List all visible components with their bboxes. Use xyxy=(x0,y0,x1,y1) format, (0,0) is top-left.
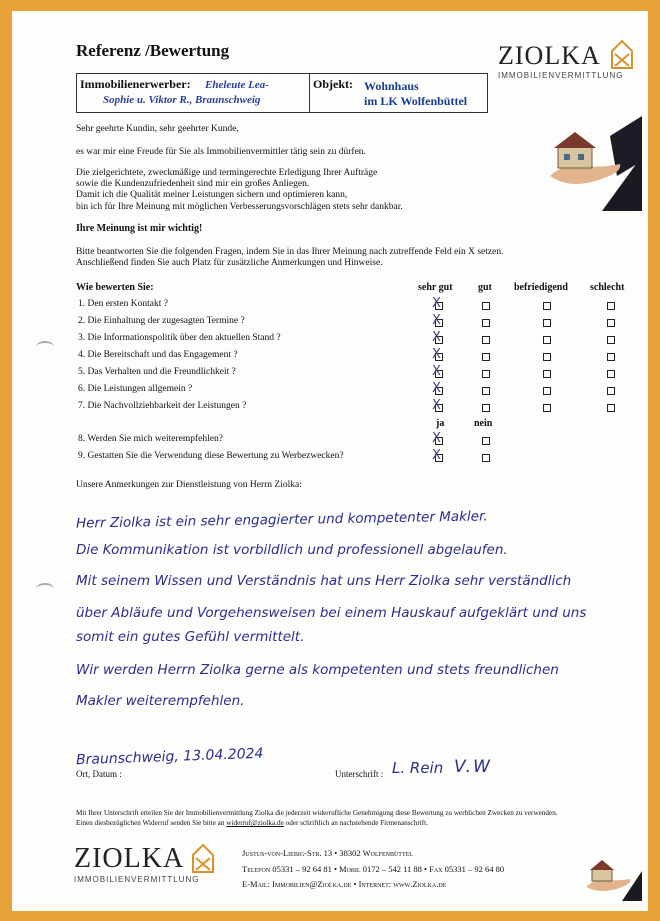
punch-hole xyxy=(36,341,54,353)
legal-line-1: Mit Ihrer Unterschrift erteilen Sie der Immobilienvermittlung Ziolka die jederzeit widerrufliche Genehmigung diese Bewertung zu werblichen Zwecken zu verwenden. xyxy=(76,809,558,817)
handwritten-x-mark: X xyxy=(432,364,441,379)
buyer-line-2: Sophie u. Viktor R., Braunschweig xyxy=(103,94,261,106)
col-befriedigend: befriedigend xyxy=(514,282,568,293)
page-title: Referenz /Bewertung xyxy=(76,41,230,60)
footer-logo-name: ZIOLKA xyxy=(74,843,185,874)
rating-checkbox-gut[interactable] xyxy=(482,370,490,378)
footer-hand-house-icon xyxy=(582,851,642,901)
rating-checkbox-schlecht[interactable] xyxy=(607,336,615,344)
handwritten-x-mark: X xyxy=(432,398,441,413)
col-nein: nein xyxy=(474,418,493,429)
questionnaire-heading: Wie bewerten Sie: xyxy=(76,282,154,293)
rating-checkbox-schlecht[interactable] xyxy=(607,319,615,327)
handwritten-x-mark: X xyxy=(432,431,441,446)
question-label: 5. Das Verhalten und die Freundlichkeit ? xyxy=(78,367,236,377)
widerruf-email-link[interactable]: widerruf@ziolka.de xyxy=(226,819,284,827)
intro-p2-l3: Damit ich die Qualität meiner Leistungen sichern und optimieren kann, xyxy=(76,190,348,200)
rating-checkbox-gut[interactable] xyxy=(482,404,490,412)
handwritten-x-mark: X xyxy=(432,381,441,396)
object-line-2: im LK Wolfenbüttel xyxy=(364,94,468,108)
intro-p2-l2: sowie die Kundenzufriedenheit sind mir ein großes Anliegen. xyxy=(76,179,310,189)
buyer-label: Immobilienerwerber: xyxy=(80,77,191,91)
rating-checkbox-schlecht[interactable] xyxy=(607,387,615,395)
legal-line-2 xyxy=(76,819,428,827)
intro-p3-l2: Anschließend finden Sie auch Platz für zusätzliche Anmerkungen und Hinweise. xyxy=(76,258,383,268)
rating-checkbox-befriedigend[interactable] xyxy=(543,353,551,361)
remark-line-5: somit ein gutes Gefühl vermittelt. xyxy=(76,629,305,645)
rating-checkbox-gut[interactable] xyxy=(482,387,490,395)
place-date: Braunschweig, 13.04.2024 xyxy=(75,745,264,769)
footer-web[interactable]: E-Mail: Immobilien@Ziolka.de • Internet: www.Ziolka.de xyxy=(242,879,447,889)
logo-name: ZIOLKA xyxy=(498,41,601,70)
section-heading: Ihre Meinung ist mir wichtig! xyxy=(76,223,203,234)
intro-p1: es war mir eine Freude für Sie als Immobilienvermittler tätig sein zu dürfen. xyxy=(76,147,366,157)
question-label: 1. Den ersten Kontakt ? xyxy=(78,299,168,309)
question-label: 3. Die Informationspolitik über den aktuellen Stand ? xyxy=(78,333,281,343)
signature-1: L. Rein xyxy=(392,759,444,777)
intro-p3-l1: Bitte beantworten Sie die folgenden Fragen, indem Sie in das Ihrer Meinung nach zutreffende Feld ein X setzen. xyxy=(76,247,504,257)
intro-p2-l4: bin ich für Ihre Meinung mit möglichen Verbesserungsvorschlägen stets sehr dankbar. xyxy=(76,202,403,212)
intro-p2-l1: Die zielgerichtete, zweckmäßige und termingerechte Erledigung Ihrer Aufträge xyxy=(76,168,378,178)
remark-line-6: Wir werden Herrn Ziolka gerne als kompetenten und stets freundlichen xyxy=(76,662,559,678)
rating-checkbox-befriedigend[interactable] xyxy=(543,302,551,310)
rating-checkbox-schlecht[interactable] xyxy=(607,353,615,361)
remark-line-2: Die Kommunikation ist vorbildlich und professionell abgelaufen. xyxy=(76,542,508,558)
question-label: 7. Die Nachvollziehbarkeit der Leistungen ? xyxy=(78,401,247,411)
yn-checkbox-nein[interactable] xyxy=(482,437,490,445)
rating-checkbox-gut[interactable] xyxy=(482,319,490,327)
question-label: 4. Die Bereitschaft und das Engagement ? xyxy=(78,350,238,360)
legal-text-b: oder schriftlich an nachstehende Firmenanschrift. xyxy=(285,819,428,827)
rating-checkbox-schlecht[interactable] xyxy=(607,302,615,310)
info-box xyxy=(76,73,488,113)
handwritten-x-mark: X xyxy=(432,313,441,328)
buyer-line-1: Eheleute Lea- xyxy=(205,79,269,91)
hand-holding-house-icon xyxy=(542,116,642,211)
rating-checkbox-befriedigend[interactable] xyxy=(543,387,551,395)
legal-text-a: Einen diesbezüglichen Widerruf senden Sie bitte an xyxy=(76,819,225,827)
handwritten-x-mark: X xyxy=(432,296,441,311)
col-sehr-gut: sehr gut xyxy=(418,282,453,293)
yes-no-question-label: 9. Gestatten Sie die Verwendung diese Bewertung zu Werbezwecken? xyxy=(78,451,344,461)
footer-house-logo-icon xyxy=(192,843,214,873)
rating-checkbox-befriedigend[interactable] xyxy=(543,370,551,378)
object-label: Objekt: xyxy=(313,77,353,91)
handwritten-x-mark: X xyxy=(432,330,441,345)
yn-checkbox-nein[interactable] xyxy=(482,454,490,462)
handwritten-x-mark: X xyxy=(432,448,441,463)
rating-checkbox-befriedigend[interactable] xyxy=(543,404,551,412)
rating-checkbox-befriedigend[interactable] xyxy=(543,336,551,344)
rating-checkbox-gut[interactable] xyxy=(482,353,490,361)
punch-hole xyxy=(36,583,54,595)
col-schlecht: schlecht xyxy=(590,282,625,293)
remarks-label: Unsere Anmerkungen zur Dienstleistung von Herrn Ziolka: xyxy=(76,480,302,490)
salutation: Sehr geehrte Kundin, sehr geehrter Kunde, xyxy=(76,124,239,134)
rating-checkbox-gut[interactable] xyxy=(482,302,490,310)
question-label: 2. Die Einhaltung der zugesagten Termine ? xyxy=(78,316,245,326)
rating-checkbox-schlecht[interactable] xyxy=(607,370,615,378)
document-page xyxy=(12,11,648,911)
footer-logo-subtitle: IMMOBILIENVERMITTLUNG xyxy=(74,875,200,884)
col-ja: ja xyxy=(436,418,445,429)
remark-line-7: Makler weiterempfehlen. xyxy=(76,693,245,709)
yes-no-question-label: 8. Werden Sie mich weiterempfehlen? xyxy=(78,434,223,444)
remark-line-1: Herr Ziolka ist ein sehr engagierter und kompetenter Makler. xyxy=(75,508,488,532)
signature-label: Unterschrift : xyxy=(335,769,384,779)
logo-subtitle: IMMOBILIENVERMITTLUNG xyxy=(498,71,624,80)
rating-checkbox-gut[interactable] xyxy=(482,336,490,344)
signature-2: V.W xyxy=(454,757,492,777)
ziolka-logo xyxy=(498,41,638,80)
footer-logo xyxy=(74,843,224,884)
house-logo-icon xyxy=(611,39,633,69)
remark-line-4: über Abläufe und Vorgehensweisen bei einem Hauskauf aufgeklärt und uns xyxy=(76,605,587,621)
handwritten-x-mark: X xyxy=(432,347,441,362)
object-line-1: Wohnhaus xyxy=(364,79,419,93)
col-gut: gut xyxy=(478,282,492,293)
rating-checkbox-schlecht[interactable] xyxy=(607,404,615,412)
place-date-label: Ort, Datum : xyxy=(76,769,122,779)
footer-phones: Telefon 05331 – 92 64 81 • Mobil 0172 – 542 11 88 • Fax 05331 – 92 64 80 xyxy=(242,864,505,874)
question-label: 6. Die Leistungen allgemein ? xyxy=(78,384,193,394)
rating-checkbox-befriedigend[interactable] xyxy=(543,319,551,327)
footer-address: Justus-von-Liebig-Str. 13 • 38302 Wolfenbüttel xyxy=(242,848,413,858)
remark-line-3: Mit seinem Wissen und Verständnis hat uns Herr Ziolka sehr verständlich xyxy=(76,573,572,589)
